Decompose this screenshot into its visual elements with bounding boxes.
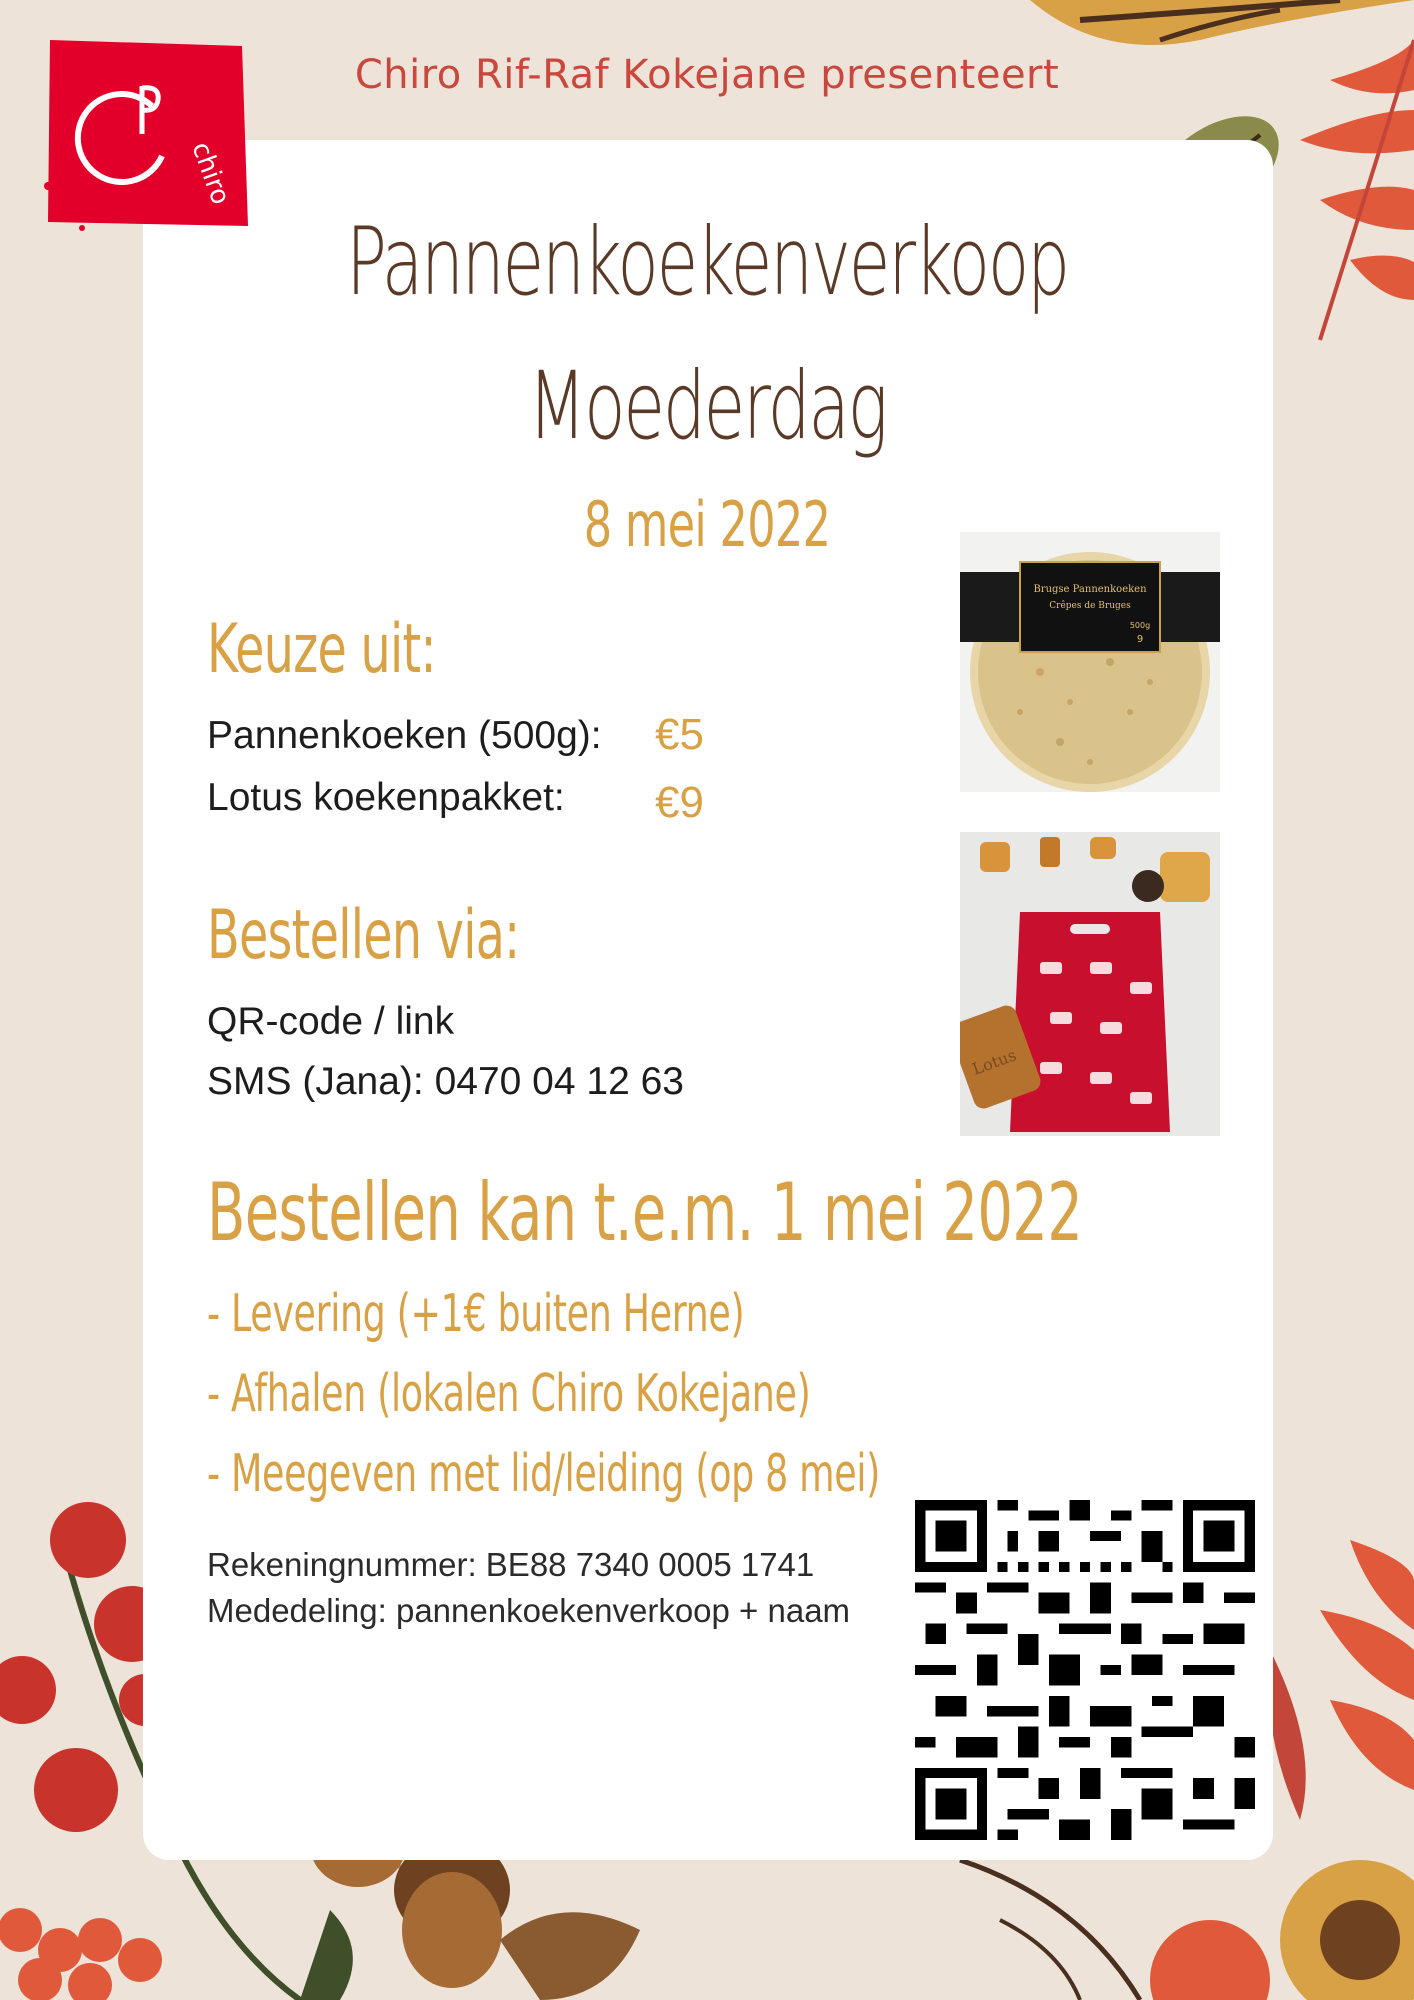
choice-price-pancakes: €5 — [655, 710, 704, 759]
qr-code[interactable] — [915, 1500, 1255, 1840]
page-title: Pannenkoekenverkoop — [346, 208, 1068, 317]
account-number: Rekeningnummer: BE88 7340 0005 1741 — [207, 1546, 815, 1583]
payment-reference: Mededeling: pannenkoekenverkoop + naam — [207, 1592, 851, 1629]
pack-subtitle-text: Crêpes de Bruges — [1049, 601, 1131, 611]
delivery-option-meegeven: - Meegeven met lid/leiding (op 8 mei) — [207, 1444, 880, 1504]
presenter-line: Chiro Rif-Raf Kokejane presenteert — [354, 52, 1060, 98]
pancake-pack-image — [960, 532, 1220, 792]
choice-price-lotus: €9 — [655, 778, 704, 827]
ordering-line-qr: QR-code / link — [207, 1000, 455, 1043]
choice-label-lotus: Lotus koekenpakket: — [207, 776, 565, 819]
deadline-heading: Bestellen kan t.e.m. 1 mei 2022 — [207, 1166, 1083, 1259]
choices-heading: Keuze uit: — [207, 610, 436, 689]
pack-brand-text: Brugse Pannenkoeken — [1033, 584, 1147, 595]
logo-text: chiro — [185, 138, 236, 209]
lotus-bag-image — [960, 832, 1220, 1136]
delivery-option-levering: - Levering (+1€ buiten Herne) — [207, 1284, 745, 1344]
event-date: 8 mei 2022 — [583, 488, 831, 561]
delivery-option-afhalen: - Afhalen (lokalen Chiro Kokejane) — [207, 1364, 811, 1424]
pack-weight-text: 500g — [1129, 621, 1151, 630]
choice-label-pancakes: Pannenkoeken (500g): — [207, 714, 602, 757]
lotus-brand-text: Lotus — [969, 1045, 1019, 1079]
page-subtitle: Moederdag — [527, 352, 887, 461]
ordering-line-sms: SMS (Jana): 0470 04 12 63 — [207, 1060, 684, 1103]
ordering-heading: Bestellen via: — [207, 896, 520, 975]
pack-count-text: 9 — [1136, 634, 1144, 645]
